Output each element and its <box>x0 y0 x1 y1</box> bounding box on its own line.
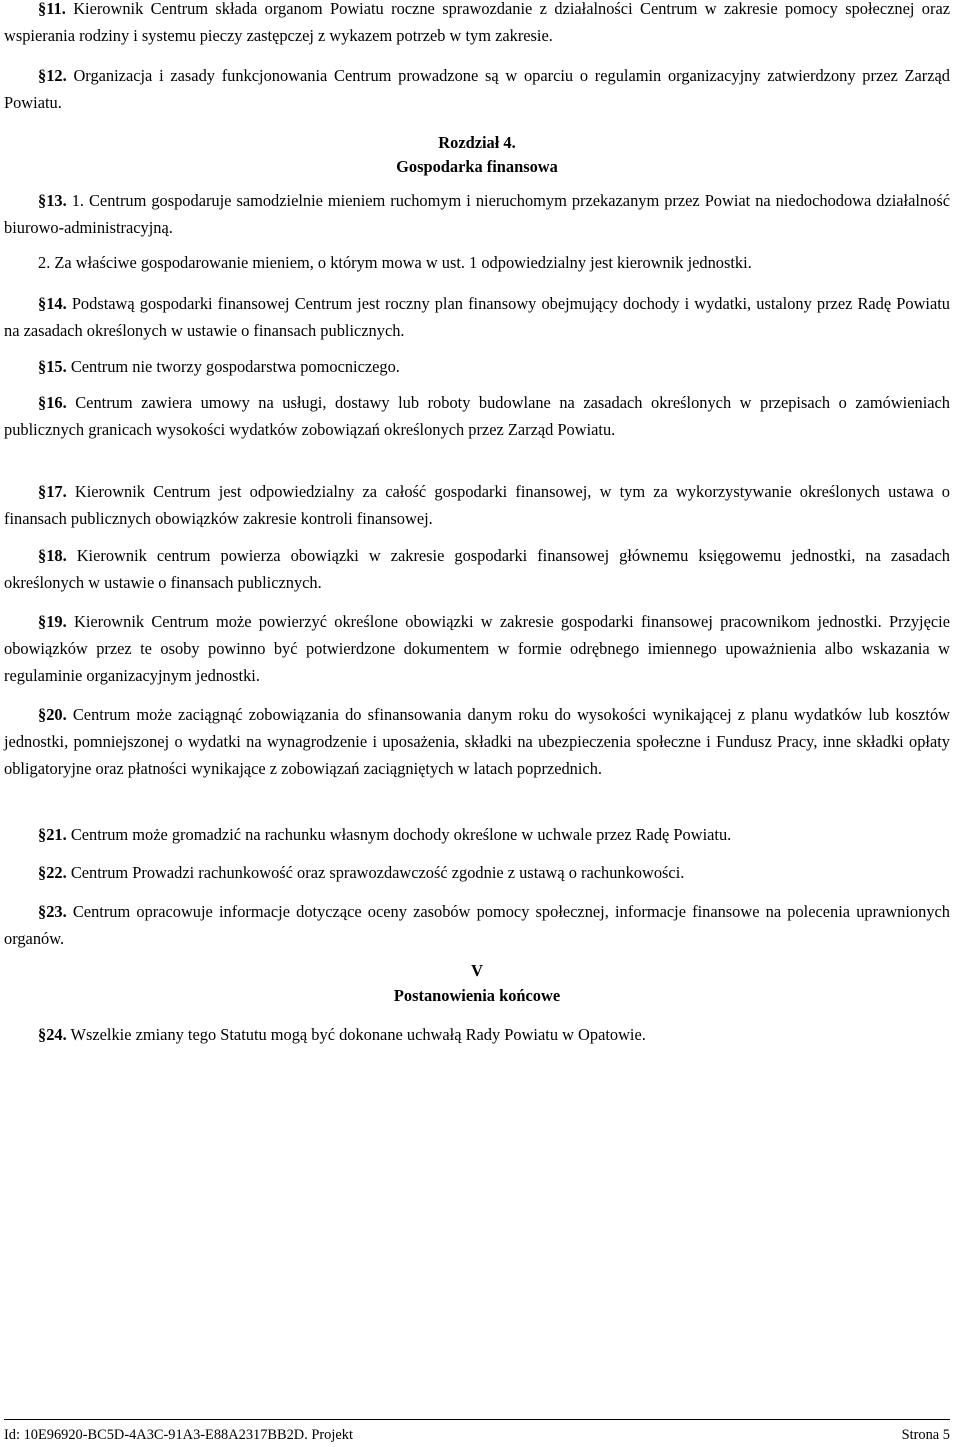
paragraph-text: Centrum nie tworzy gospodarstwa pomocniczego. <box>70 357 400 376</box>
paragraph-13 <box>4 187 950 241</box>
chapter-4-heading: Rozdział 4. <box>438 133 516 152</box>
paragraph-21 <box>4 821 950 848</box>
paragraph-17 <box>4 478 950 532</box>
paragraph-text: Organizacja i zasady funkcjonowania Centrum prowadzone są w oparciu o regulamin organizacyjny zatwierdzony przez Zarząd Powiatu. <box>4 66 950 112</box>
section-number: §16. <box>38 393 67 412</box>
paragraph-text: Podstawą gospodarki finansowej Centrum jest roczny plan finansowy obejmujący dochody i wydatki, ustalony przez Radę Powiatu na zasadach określonych w ustawie o finansach publicznych. <box>4 294 950 340</box>
paragraph-text: 2. Za właściwe gospodarowanie mieniem, o którym mowa w ust. 1 odpowiedzialny jest kierownik jednostki. <box>38 253 752 272</box>
paragraph-text: Kierownik Centrum może powierzyć określone obowiązki w zakresie gospodarki finansowej pracownikom jednostki. Przyjęcie obowiązków przez te osoby powinno być potwierdzone dokumentem w formie odrębnego imiennego upoważnienia albo wskazania w regulaminie organizacyjnym jednostki. <box>4 612 950 685</box>
paragraph-18 <box>4 542 950 596</box>
section-number: §20. <box>38 705 67 724</box>
section-number: §13. <box>38 191 67 210</box>
paragraph-20 <box>4 701 950 782</box>
section-number: §24. <box>38 1025 67 1044</box>
page-number: Strona 5 <box>901 1427 950 1443</box>
section-number: §14. <box>38 294 67 313</box>
section-number: §11. <box>38 0 66 18</box>
paragraph-23 <box>4 898 950 952</box>
paragraph-16 <box>4 389 950 443</box>
paragraph-text: 1. Centrum gospodaruje samodzielnie mieniem ruchomym i nieruchomym przekazanym przez Powiat na niedochodowa działalność biurowo-administracyjną. <box>4 191 950 237</box>
section-number: §12. <box>38 66 67 85</box>
paragraph-text: Kierownik centrum powierza obowiązki w zakresie gospodarki finansowej głównemu księgowemu jednostki, na zasadach określonych w ustawie o finansach publicznych. <box>4 546 950 592</box>
paragraph-22 <box>4 859 950 886</box>
paragraph-text: Centrum może gromadzić na rachunku własnym dochody określone w uchwale przez Radę Powiatu. <box>70 825 732 844</box>
paragraph-24 <box>4 1021 950 1048</box>
chapter-4-title: Gospodarka finansowa <box>396 157 558 176</box>
paragraph-text: Centrum może zaciągnąć zobowiązania do sfinansowania danym roku do wysokości wynikającej z planu wydatków lub kosztów jednostki, pomniejszonej o wydatki na wynagrodzenie i uposażenia, składki na ubezpieczenia społeczne i Fundusz Pracy, inne składki opłaty obligatoryjne oraz płatności wynikające z zobowiązań zaciągniętych w latach poprzednich. <box>4 705 950 778</box>
section-number: §22. <box>38 863 67 882</box>
paragraph-14 <box>4 290 950 344</box>
paragraph-text: Kierownik Centrum składa organom Powiatu roczne sprawozdanie z działalności Centrum w zakresie pomocy społecznej oraz wspierania rodziny i systemu pieczy zastępczej z wykazem potrzeb w tym zakresie. <box>4 0 950 45</box>
paragraph-15 <box>4 353 950 380</box>
paragraph-text: Kierownik Centrum jest odpowiedzialny za całość gospodarki finansowej, w tym za wykorzystywanie określonych ustawa o finansach publicznych obowiązków zakresie kontroli finansowej. <box>4 482 950 528</box>
page-footer <box>4 1419 950 1445</box>
section-number: §17. <box>38 482 67 501</box>
paragraph-12 <box>4 62 950 116</box>
paragraph-11 <box>4 0 950 49</box>
document-id: Id: 10E96920-BC5D-4A3C-91A3-E88A2317BB2D. Projekt <box>4 1427 353 1443</box>
paragraph-13-item-2 <box>4 249 950 276</box>
section-number: §18. <box>38 546 67 565</box>
section-number: §15. <box>38 357 67 376</box>
paragraph-text: Wszelkie zmiany tego Statutu mogą być dokonane uchwałą Rady Powiatu w Opatowie. <box>70 1025 646 1044</box>
section-number: §19. <box>38 612 67 631</box>
section-number: §23. <box>38 902 67 921</box>
section-number: §21. <box>38 825 67 844</box>
paragraph-text: Centrum Prowadzi rachunkowość oraz sprawozdawczość zgodnie z ustawą o rachunkowości. <box>70 863 685 882</box>
chapter-5-heading: V <box>471 961 483 980</box>
chapter-5-title: Postanowienia końcowe <box>393 986 561 1005</box>
paragraph-text: Centrum opracowuje informacje dotyczące oceny zasobów pomocy społecznej, informacje finansowe na polecenia uprawnionych organów. <box>4 902 950 948</box>
paragraph-text: Centrum zawiera umowy na usługi, dostawy lub roboty budowlane na zasadach określonych w przepisach o zamówieniach publicznych granicach wysokości wydatków zobowiązań określonych przez Zarząd Powiatu. <box>4 393 950 439</box>
paragraph-19 <box>4 608 950 689</box>
